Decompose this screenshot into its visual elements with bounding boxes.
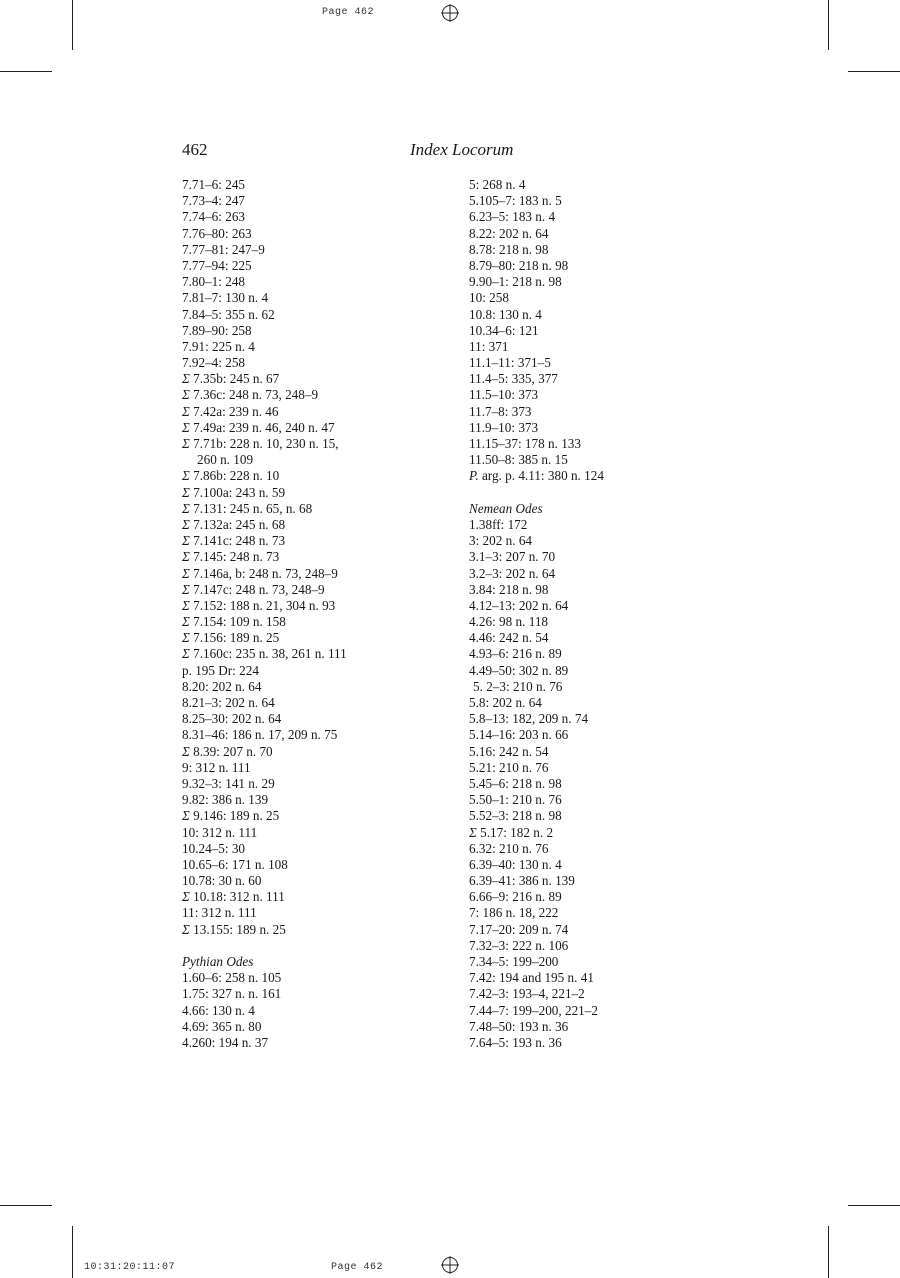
index-entry (182, 825, 432, 841)
entry-text: 4.260: 194 n. 37 (182, 1034, 269, 1050)
entry-text: 11.7–8: 373 (469, 403, 532, 419)
index-entry (182, 857, 432, 873)
index-entry (469, 339, 719, 355)
entry-text: 7.71b: 228 n. 10, 230 n. 15, (193, 436, 339, 451)
index-entry (182, 436, 432, 452)
index-entry (469, 711, 719, 727)
index-entry (469, 727, 719, 743)
index-entry (469, 387, 719, 403)
index-column-left (182, 177, 432, 1051)
entry-text: 10.24–5: 30 (182, 840, 246, 856)
entry-text: 3.1–3: 207 n. 70 (469, 549, 556, 565)
entry-text: 5.52–3: 218 n. 98 (469, 808, 562, 824)
section-heading: Pythian Odes (182, 954, 254, 969)
entry-text: 9: 312 n. 111 (182, 759, 251, 775)
index-entry (182, 193, 432, 209)
index-entry (469, 663, 719, 679)
entry-text: 7.146a, b: 248 n. 73, 248–9 (193, 565, 338, 581)
index-entry (469, 744, 719, 760)
entry-text: 7.42: 194 and 195 n. 41 (469, 970, 594, 986)
index-entry (469, 614, 719, 630)
entry-text: 4.49–50: 302 n. 89 (469, 662, 569, 678)
scholia-sigma: Σ (182, 484, 190, 500)
index-entry (469, 452, 719, 468)
entry-text: 4.93–6: 216 n. 89 (469, 646, 562, 662)
index-entry (182, 355, 432, 371)
entry-text: 7.147c: 248 n. 73, 248–9 (193, 581, 325, 597)
index-entry (469, 420, 719, 436)
index-entry (182, 873, 432, 889)
entry-text: arg. p. 4.11: 380 n. 124 (478, 468, 604, 484)
entry-text: 7.49a: 239 n. 46, 240 n. 47 (193, 419, 335, 435)
entry-text: 11.5–10: 373 (469, 387, 539, 403)
index-entry (469, 436, 719, 452)
index-entry (469, 209, 719, 225)
index-entry (469, 274, 719, 290)
index-entry (469, 242, 719, 258)
scholia-sigma: Σ (182, 597, 190, 613)
scholia-sigma: Σ (182, 500, 190, 516)
entry-text: 8.39: 207 n. 70 (193, 743, 273, 759)
crop-mark-bottom-right-vertical (828, 1226, 829, 1278)
entry-text: 10.65–6: 171 n. 108 (182, 856, 288, 872)
index-entry (182, 404, 432, 420)
entry-text: 1.38ff: 172 (469, 516, 528, 532)
index-entry (182, 420, 432, 436)
scholia-sigma: Σ (182, 743, 190, 759)
entry-text: 5.8–13: 182, 209 n. 74 (469, 711, 589, 727)
index-entry (469, 355, 719, 371)
index-entry (469, 468, 719, 484)
entry-text: 7.92–4: 258 (182, 355, 246, 371)
index-entry (469, 533, 719, 549)
index-entry (469, 954, 719, 970)
entry-text: 5.21: 210 n. 76 (469, 759, 549, 775)
entry-text: 7.154: 109 n. 158 (193, 614, 286, 630)
scholia-sigma: Σ (182, 468, 190, 484)
entry-text: 8.20: 202 n. 64 (182, 678, 262, 694)
entry-text: 4.12–13: 202 n. 64 (469, 597, 569, 613)
index-entry (182, 970, 432, 986)
index-entry (469, 760, 719, 776)
entry-text: 7.42–3: 193–4, 221–2 (469, 986, 585, 1002)
index-entry (469, 792, 719, 808)
scholia-sigma: Σ (182, 808, 190, 824)
index-entry (469, 889, 719, 905)
crop-mark-top-right-vertical (828, 0, 829, 50)
entry-text: 10.78: 30 n. 60 (182, 873, 262, 889)
index-entry (182, 614, 432, 630)
index-entry (182, 468, 432, 484)
entry-text: 7.100a: 243 n. 59 (193, 484, 286, 500)
entry-text: 1.75: 327 n. n. 161 (182, 986, 282, 1002)
index-entry (182, 290, 432, 306)
index-entry (469, 517, 719, 533)
crop-mark-bottom-right-horizontal (848, 1205, 900, 1206)
entry-text: 5.14–16: 203 n. 66 (469, 727, 569, 743)
page-title: Index Locorum (410, 140, 514, 159)
scholia-sigma: Σ (182, 436, 190, 451)
entry-text: 7.156: 189 n. 25 (193, 630, 280, 646)
index-entry (469, 841, 719, 857)
entry-text: 6.39–40: 130 n. 4 (469, 856, 562, 872)
index-entry (469, 873, 719, 889)
entry-text: 5.50–1: 210 n. 76 (469, 792, 562, 808)
index-entry (182, 387, 432, 403)
slug-bottom-timestamp: 10:31:20:11:07 (84, 1262, 176, 1273)
index-entry (469, 290, 719, 306)
entry-text: 11: 371 (469, 338, 509, 354)
index-entry (182, 517, 432, 533)
index-column-right (469, 177, 719, 1051)
index-entry (182, 582, 432, 598)
index-entry (469, 679, 719, 695)
index-entry (469, 905, 719, 921)
entry-text: 5. 2–3: 210 n. 76 (473, 678, 563, 694)
index-entry (182, 986, 432, 1002)
index-entry (182, 760, 432, 776)
entry-text: 9.146: 189 n. 25 (193, 808, 280, 824)
crop-mark-top-right-horizontal (848, 71, 900, 72)
entry-text: 5.105–7: 183 n. 5 (469, 193, 562, 209)
index-entry (469, 695, 719, 711)
index-entry (182, 808, 432, 824)
entry-text: 5.16: 242 n. 54 (469, 743, 549, 759)
index-entry (469, 825, 719, 841)
slug-top-page-label: Page 462 (322, 7, 375, 18)
index-entry (469, 177, 719, 193)
index-entry (182, 679, 432, 695)
entry-text: 9.82: 386 n. 139 (182, 792, 269, 808)
index-entry (182, 258, 432, 274)
entry-abbreviation: P. (469, 468, 479, 484)
entry-text: 10.18: 312 n. 111 (193, 889, 285, 905)
index-entry (182, 209, 432, 225)
index-entry (469, 549, 719, 565)
index-entry (469, 323, 719, 339)
entry-text: 10: 312 n. 111 (182, 824, 258, 840)
entry-text: 7.64–5: 193 n. 36 (469, 1034, 562, 1050)
entry-text: 7.132a: 245 n. 68 (193, 516, 286, 532)
index-entry (469, 986, 719, 1002)
entry-text: p. 195 Dr: 224 (182, 662, 259, 678)
entry-text: 8.78: 218 n. 98 (469, 241, 549, 257)
index-entry (469, 938, 719, 954)
index-entry (182, 695, 432, 711)
scholia-sigma: Σ (182, 646, 190, 662)
entry-text: 7.80–1: 248 (182, 274, 246, 290)
index-entry (182, 776, 432, 792)
running-head (182, 140, 718, 162)
entry-text: 7.71–6: 245 (182, 177, 246, 192)
section-heading: Nemean Odes (469, 500, 543, 516)
entry-text: 3.84: 218 n. 98 (469, 581, 549, 597)
entry-text: 6.32: 210 n. 76 (469, 840, 549, 856)
scholia-sigma: Σ (182, 371, 190, 387)
entry-text: 7.160c: 235 n. 38, 261 n. 111 (193, 646, 347, 662)
entry-text: 7.36c: 248 n. 73, 248–9 (193, 387, 319, 403)
scholia-sigma: Σ (182, 403, 190, 419)
index-entry (469, 1035, 719, 1051)
scholia-sigma: Σ (182, 614, 190, 630)
index-entry (469, 1003, 719, 1019)
entry-text: 8.21–3: 202 n. 64 (182, 695, 275, 710)
entry-text: 260 n. 109 (197, 452, 254, 468)
entry-text: 7.73–4: 247 (182, 193, 246, 209)
index-entry (182, 339, 432, 355)
registration-mark-icon (441, 4, 459, 22)
entry-text: 4.66: 130 n. 4 (182, 1002, 255, 1018)
index-entry (469, 646, 719, 662)
entry-text: 7.34–5: 199–200 (469, 954, 559, 969)
entry-text: 7.152: 188 n. 21, 304 n. 93 (193, 597, 336, 613)
index-entry (182, 630, 432, 646)
entry-text: 8.79–80: 218 n. 98 (469, 257, 569, 273)
index-entry (469, 582, 719, 598)
entry-text: 5.17: 182 n. 2 (480, 824, 554, 840)
entry-text: 6.23–5: 183 n. 4 (469, 209, 556, 225)
index-entry (469, 193, 719, 209)
index-entry (182, 1003, 432, 1019)
entry-text: 5: 268 n. 4 (469, 177, 526, 192)
entry-text: 7.17–20: 209 n. 74 (469, 921, 569, 937)
entry-text: 6.39–41: 386 n. 139 (469, 873, 575, 889)
entry-text: 9.90–1: 218 n. 98 (469, 274, 562, 290)
entry-text: 7.42a: 239 n. 46 (193, 403, 279, 419)
entry-text: 7.32–3: 222 n. 106 (469, 937, 569, 953)
index-entry (469, 598, 719, 614)
entry-text: 7.145: 248 n. 73 (193, 549, 280, 565)
index-entry (469, 404, 719, 420)
index-entry (182, 711, 432, 727)
index-entry (182, 371, 432, 387)
scholia-sigma: Σ (182, 387, 190, 403)
entry-text: 7: 186 n. 18, 222 (469, 905, 559, 921)
index-entry (182, 501, 432, 517)
index-entry (182, 841, 432, 857)
entry-text: 7.44–7: 199–200, 221–2 (469, 1002, 598, 1018)
index-entry (182, 485, 432, 501)
entry-text: 7.77–94: 225 (182, 257, 252, 273)
entry-text: 7.35b: 245 n. 67 (193, 371, 280, 387)
entry-text: 11.9–10: 373 (469, 419, 539, 435)
entry-text: 8.22: 202 n. 64 (469, 225, 549, 241)
index-entry (469, 258, 719, 274)
entry-text: 11.1–11: 371–5 (469, 355, 551, 371)
scholia-sigma: Σ (182, 921, 190, 937)
entry-text: 10.8: 130 n. 4 (469, 306, 542, 322)
index-entry (182, 727, 432, 743)
index-entry (182, 744, 432, 760)
index-entry (182, 242, 432, 258)
entry-text: 7.86b: 228 n. 10 (193, 468, 280, 484)
scholia-sigma: Σ (182, 581, 190, 597)
crop-mark-top-left-vertical (72, 0, 73, 50)
registration-mark-icon (441, 1256, 459, 1274)
index-entry (182, 792, 432, 808)
entry-text: 9.32–3: 141 n. 29 (182, 775, 275, 791)
index-entry (182, 226, 432, 242)
index-entry (182, 646, 432, 662)
entry-text: 4.46: 242 n. 54 (469, 630, 549, 646)
entry-text: 11.15–37: 178 n. 133 (469, 436, 581, 451)
scholia-sigma: Σ (182, 565, 190, 581)
entry-text: 5.45–6: 218 n. 98 (469, 775, 562, 791)
entry-text: 7.91: 225 n. 4 (182, 338, 255, 354)
index-entry (182, 598, 432, 614)
entry-text: 7.141c: 248 n. 73 (193, 533, 286, 549)
entry-text: 13.155: 189 n. 25 (193, 921, 286, 937)
index-entry (182, 533, 432, 549)
scholia-sigma: Σ (182, 516, 190, 532)
index-entry (469, 566, 719, 582)
entry-text: 5.8: 202 n. 64 (469, 695, 542, 710)
index-entry (182, 889, 432, 905)
index-entry (469, 630, 719, 646)
section-spacer (469, 485, 719, 501)
entry-text: 7.74–6: 263 (182, 209, 246, 225)
entry-text: 7.76–80: 263 (182, 225, 252, 241)
index-entry (182, 566, 432, 582)
scholia-sigma: Σ (182, 630, 190, 646)
entry-text: 3: 202 n. 64 (469, 533, 533, 549)
index-entry (182, 1019, 432, 1035)
index-entry (469, 226, 719, 242)
entry-text: 7.84–5: 355 n. 62 (182, 306, 275, 322)
entry-text: 7.77–81: 247–9 (182, 241, 265, 257)
index-entry-continuation (182, 452, 432, 468)
scholia-sigma: Σ (182, 549, 190, 565)
index-entry (182, 905, 432, 921)
index-entry (182, 549, 432, 565)
scholia-sigma: Σ (182, 533, 190, 549)
index-entry (469, 970, 719, 986)
crop-mark-top-left-horizontal (0, 71, 52, 72)
index-entry (182, 323, 432, 339)
crop-mark-bottom-left-horizontal (0, 1205, 52, 1206)
entry-text: 10: 258 (469, 290, 509, 306)
entry-text: 7.81–7: 130 n. 4 (182, 290, 269, 306)
index-entry (182, 177, 432, 193)
index-entry (469, 1019, 719, 1035)
section-spacer (182, 938, 432, 954)
page-number: 462 (182, 140, 208, 159)
scholia-sigma: Σ (469, 824, 477, 840)
entry-text: 11: 312 n. 111 (182, 905, 257, 921)
index-entry (182, 1035, 432, 1051)
entry-text: 7.89–90: 258 (182, 322, 252, 338)
index-entry (182, 274, 432, 290)
entry-text: 11.4–5: 335, 377 (469, 371, 558, 387)
entry-text: 11.50–8: 385 n. 15 (469, 452, 568, 468)
entry-text: 3.2–3: 202 n. 64 (469, 565, 556, 581)
scholia-sigma: Σ (182, 889, 190, 905)
crop-mark-bottom-left-vertical (72, 1226, 73, 1278)
index-entry (469, 307, 719, 323)
index-entry (469, 776, 719, 792)
index-entry (469, 857, 719, 873)
index-entry (182, 922, 432, 938)
entry-text: 10.34–6: 121 (469, 322, 539, 338)
scholia-sigma: Σ (182, 419, 190, 435)
entry-text: 4.69: 365 n. 80 (182, 1018, 262, 1034)
entry-text: 4.26: 98 n. 118 (469, 614, 549, 630)
index-entry (182, 307, 432, 323)
entry-text: 7.48–50: 193 n. 36 (469, 1018, 569, 1034)
entry-text: 7.131: 245 n. 65, n. 68 (193, 500, 313, 516)
entry-text: 1.60–6: 258 n. 105 (182, 970, 282, 986)
entry-text: 6.66–9: 216 n. 89 (469, 889, 562, 905)
index-entry (469, 922, 719, 938)
index-entry (469, 371, 719, 387)
entry-text: 8.31–46: 186 n. 17, 209 n. 75 (182, 727, 338, 743)
slug-bottom-page-label: Page 462 (331, 1262, 384, 1273)
entry-text: 8.25–30: 202 n. 64 (182, 711, 282, 727)
index-entry (469, 808, 719, 824)
index-entry (182, 663, 432, 679)
